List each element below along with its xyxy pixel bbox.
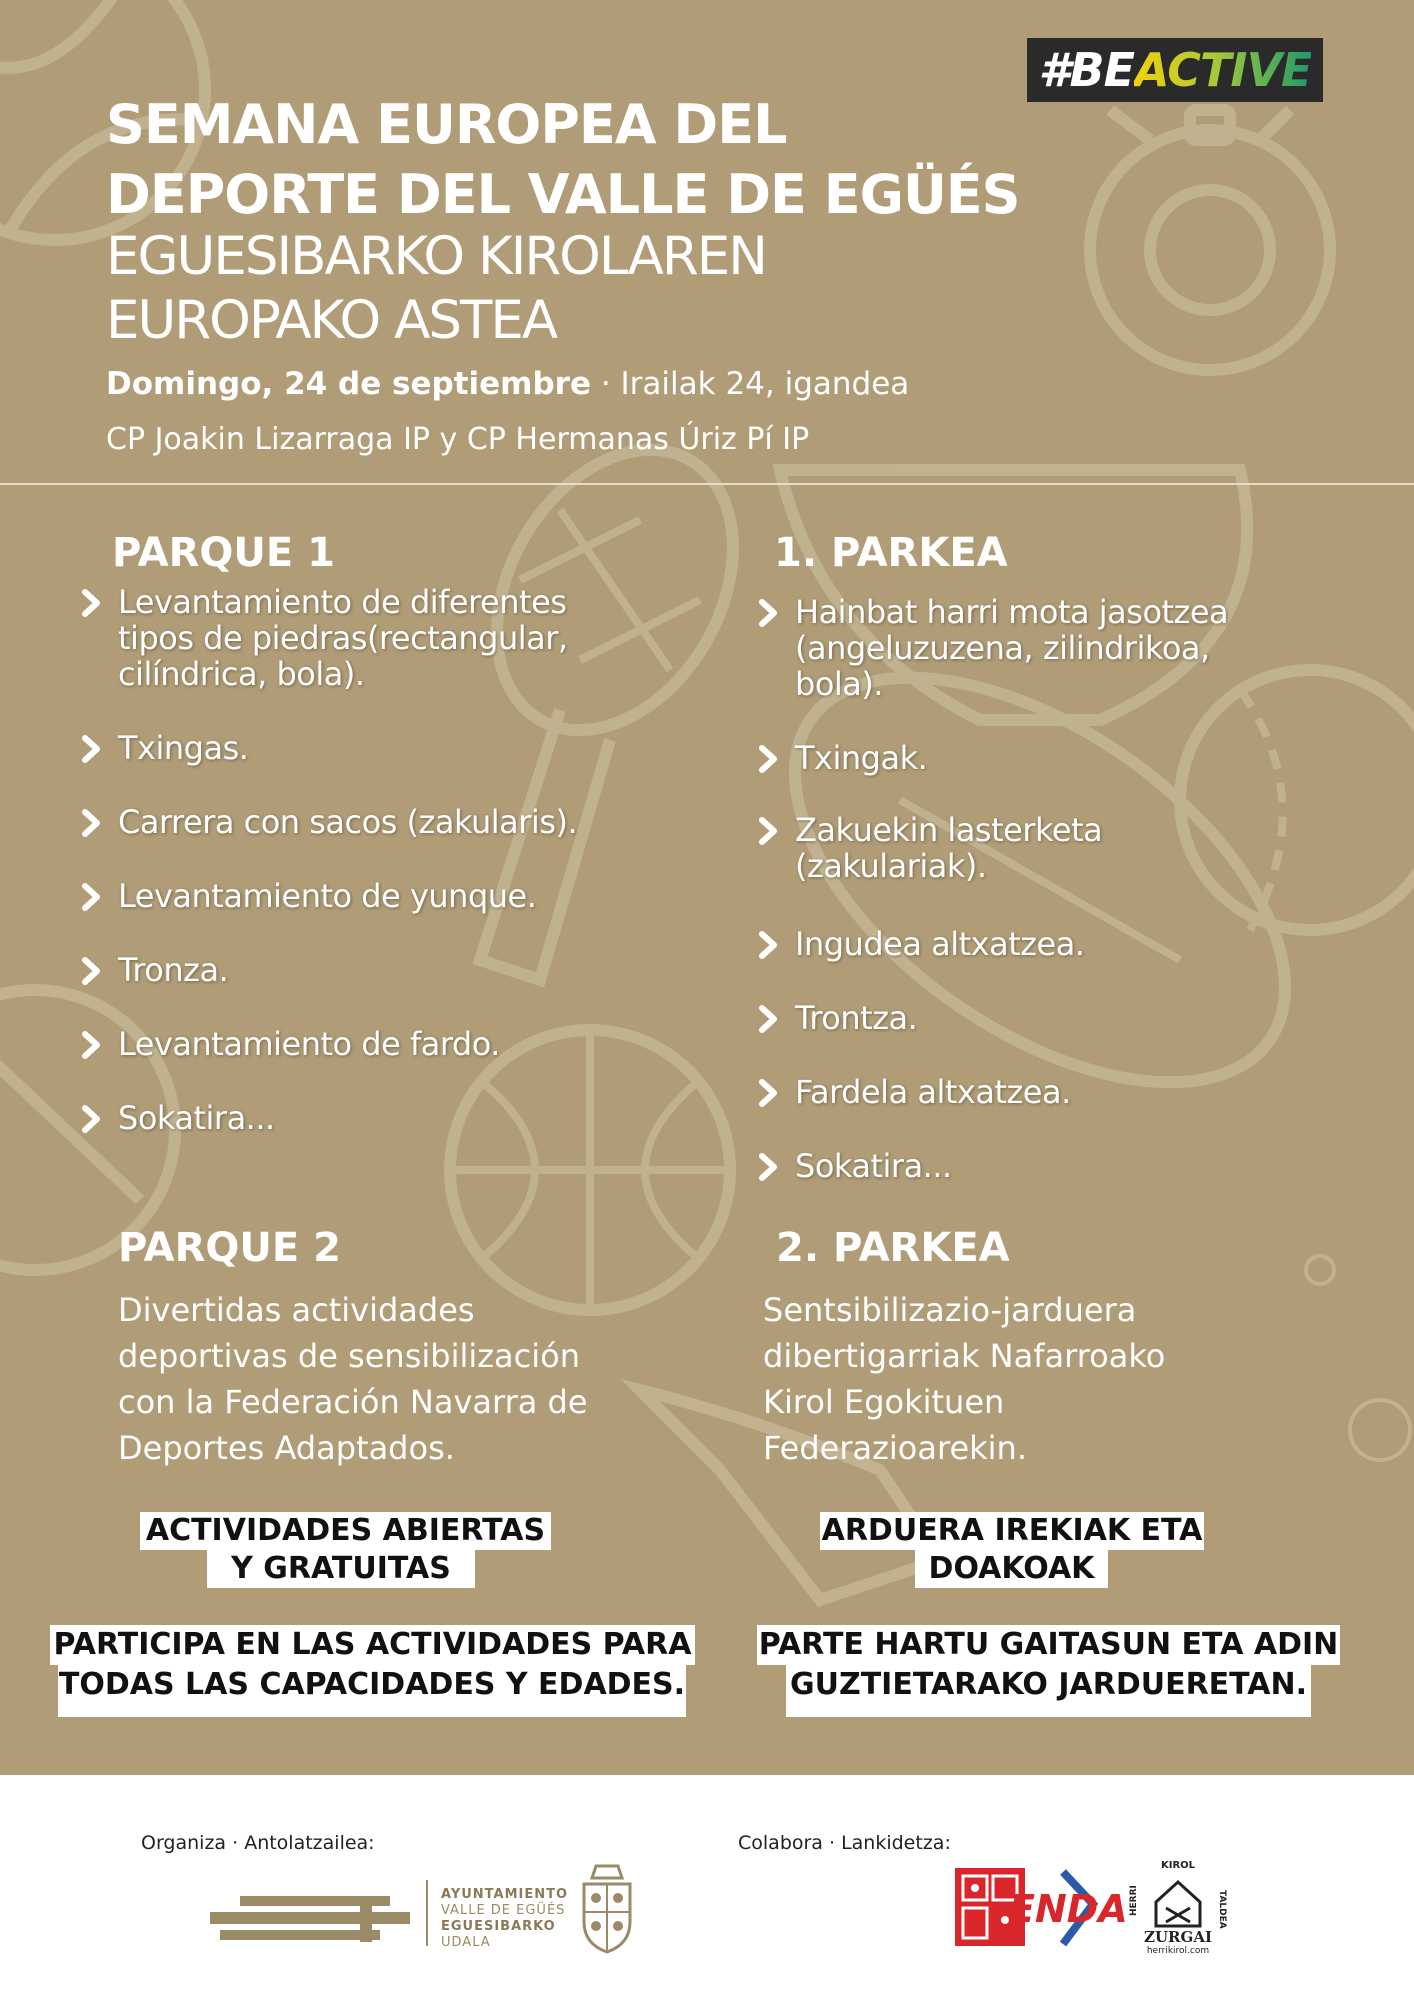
coat-of-arms-icon [576,1862,638,1956]
beactive-badge [1027,38,1323,102]
description-line: Kirol Egokituen [763,1383,1005,1421]
badge-hash: #BE [1038,43,1135,97]
ayto-line: EGUESIBARKO [441,1919,556,1934]
park2-es-title: PARQUE 2 [118,1225,341,1271]
list-item-line: Hainbat harri mota jasotzea [795,593,1229,631]
ayuntamiento-name [441,1887,568,1951]
chevron-right-icon [78,734,106,764]
collaborator-label: Colabora · Lankidetza: [738,1832,951,1854]
title-es-line-2: DEPORTE DEL VALLE DE EGÜÉS [106,163,1020,226]
chevron-right-icon [755,930,783,960]
list-item-line: Ingudea altxatzea. [795,925,1085,963]
chevron-right-icon [755,1004,783,1034]
participate-eu-line-2: GUZTIETARAKO JARDUERETAN. [786,1665,1311,1717]
list-item-line: Carrera con sacos (zakularis). [118,803,578,841]
title-eu [106,225,766,353]
herri-right: TALDEA [1217,1890,1227,1929]
event-date [106,366,909,402]
park2-es-description [118,1287,588,1471]
ayto-line: VALLE DE EGÜÉS [441,1903,566,1918]
list-item [795,926,1085,962]
free-activities-eu-line-2: DOAKOAK [915,1550,1108,1588]
list-item [118,952,228,988]
participate-es-line-1: PARTICIPA EN LAS ACTIVIDADES PARA [50,1625,695,1665]
chevron-right-icon [755,816,783,846]
chevron-right-icon [755,1078,783,1108]
list-item [118,730,248,766]
list-item [795,1148,952,1184]
list-item-line: (zakulariak). [795,847,987,885]
free-activities-es-line-2: Y GRATUITAS [207,1550,475,1588]
list-item-line: Levantamiento de diferentes [118,583,567,621]
title-es [106,90,1020,230]
title-es-line-1: SEMANA EUROPEA DEL [106,93,787,156]
herri-left: HERRI [1129,1885,1139,1916]
list-item [118,584,568,692]
list-item [795,812,1102,884]
chevron-right-icon [78,956,106,986]
list-item [118,878,536,914]
list-item-line: cilíndrica, bola). [118,655,365,693]
free-activities-es-line-1: ACTIVIDADES ABIERTAS [140,1512,551,1550]
chevron-right-icon [78,1030,106,1060]
description-line: con la Federación Navarra de [118,1383,588,1421]
event-date-eu: Irailak 24, igandea [620,366,910,402]
park1-es-title: PARQUE 1 [112,530,335,576]
event-date-separator: · [590,366,621,402]
logo-divider [426,1880,428,1946]
list-item-line: Sokatira... [118,1099,275,1137]
organizer-label: Organiza · Antolatzailea: [141,1832,375,1854]
chevron-right-icon [78,588,106,618]
herri-kirol-logo [1128,1856,1228,1956]
enda-text: ENDA [1009,1887,1128,1931]
ayuntamiento-building-logo [210,1878,430,1948]
section-divider [0,483,1414,485]
list-item-line: Fardela altxatzea. [795,1073,1071,1111]
badge-active: ACTIVE [1134,43,1312,97]
list-item-line: Levantamiento de yunque. [118,877,537,915]
description-line: deportivas de sensibilización [118,1337,580,1375]
enda-logo [953,1864,1128,1949]
description-line: Federazioarekin. [763,1429,1027,1467]
herri-top: KIROL [1160,1860,1196,1871]
list-item [118,1100,275,1136]
list-item [795,1074,1071,1110]
description-line: Divertidas actividades [118,1291,475,1329]
ayto-line: AYUNTAMIENTO [441,1887,569,1902]
list-item-line: (angeluzuzena, zilindrikoa, [795,629,1210,667]
list-item-line: Trontza. [795,999,918,1037]
park2-eu-description [763,1287,1165,1471]
chevron-right-icon [755,1152,783,1182]
list-item-line: Tronza. [118,951,229,989]
park1-eu-title: 1. PARKEA [774,530,1008,576]
title-eu-line-2: EUROPAKO ASTEA [106,290,557,351]
list-item [795,1000,917,1036]
chevron-right-icon [78,808,106,838]
event-venue: CP Joakin Lizarraga IP y CP Hermanas Úriz Pí IP [106,422,810,457]
list-item [795,594,1228,702]
chevron-right-icon [755,744,783,774]
list-item-line: Txingas. [118,729,249,767]
park2-eu-title: 2. PARKEA [776,1225,1010,1271]
chevron-right-icon [78,882,106,912]
list-item-line: Levantamiento de fardo. [118,1025,500,1063]
description-line: dibertigarriak Nafarroako [763,1337,1166,1375]
list-item-line: bola). [795,665,884,703]
list-item-line: Sokatira... [795,1147,952,1185]
description-line: Sentsibilizazio-jarduera [763,1291,1137,1329]
chevron-right-icon [755,598,783,628]
participate-es-line-2: TODAS LAS CAPACIDADES Y EDADES. [58,1665,686,1717]
free-activities-eu-line-1: ARDUERA IREKIAK ETA [821,1513,1203,1548]
list-item [795,740,927,776]
list-item-line: Zakuekin lasterketa [795,811,1103,849]
description-line: Deportes Adaptados. [118,1429,455,1467]
list-item-line: tipos de piedras(rectangular, [118,619,568,657]
chevron-right-icon [78,1104,106,1134]
participate-eu-line-1: PARTE HARTU GAITASUN ETA ADIN [757,1625,1340,1665]
ayto-line: UDALA [441,1935,491,1950]
herri-name: ZURGAI [1144,1928,1212,1946]
list-item [118,1026,500,1062]
list-item [118,804,577,840]
list-item-line: Txingak. [795,739,928,777]
herri-web: herrikirol.com [1146,1946,1210,1956]
event-date-es: Domingo, 24 de septiembre [106,366,591,402]
title-eu-line-1: EGUESIBARKO KIROLAREN [106,226,766,287]
